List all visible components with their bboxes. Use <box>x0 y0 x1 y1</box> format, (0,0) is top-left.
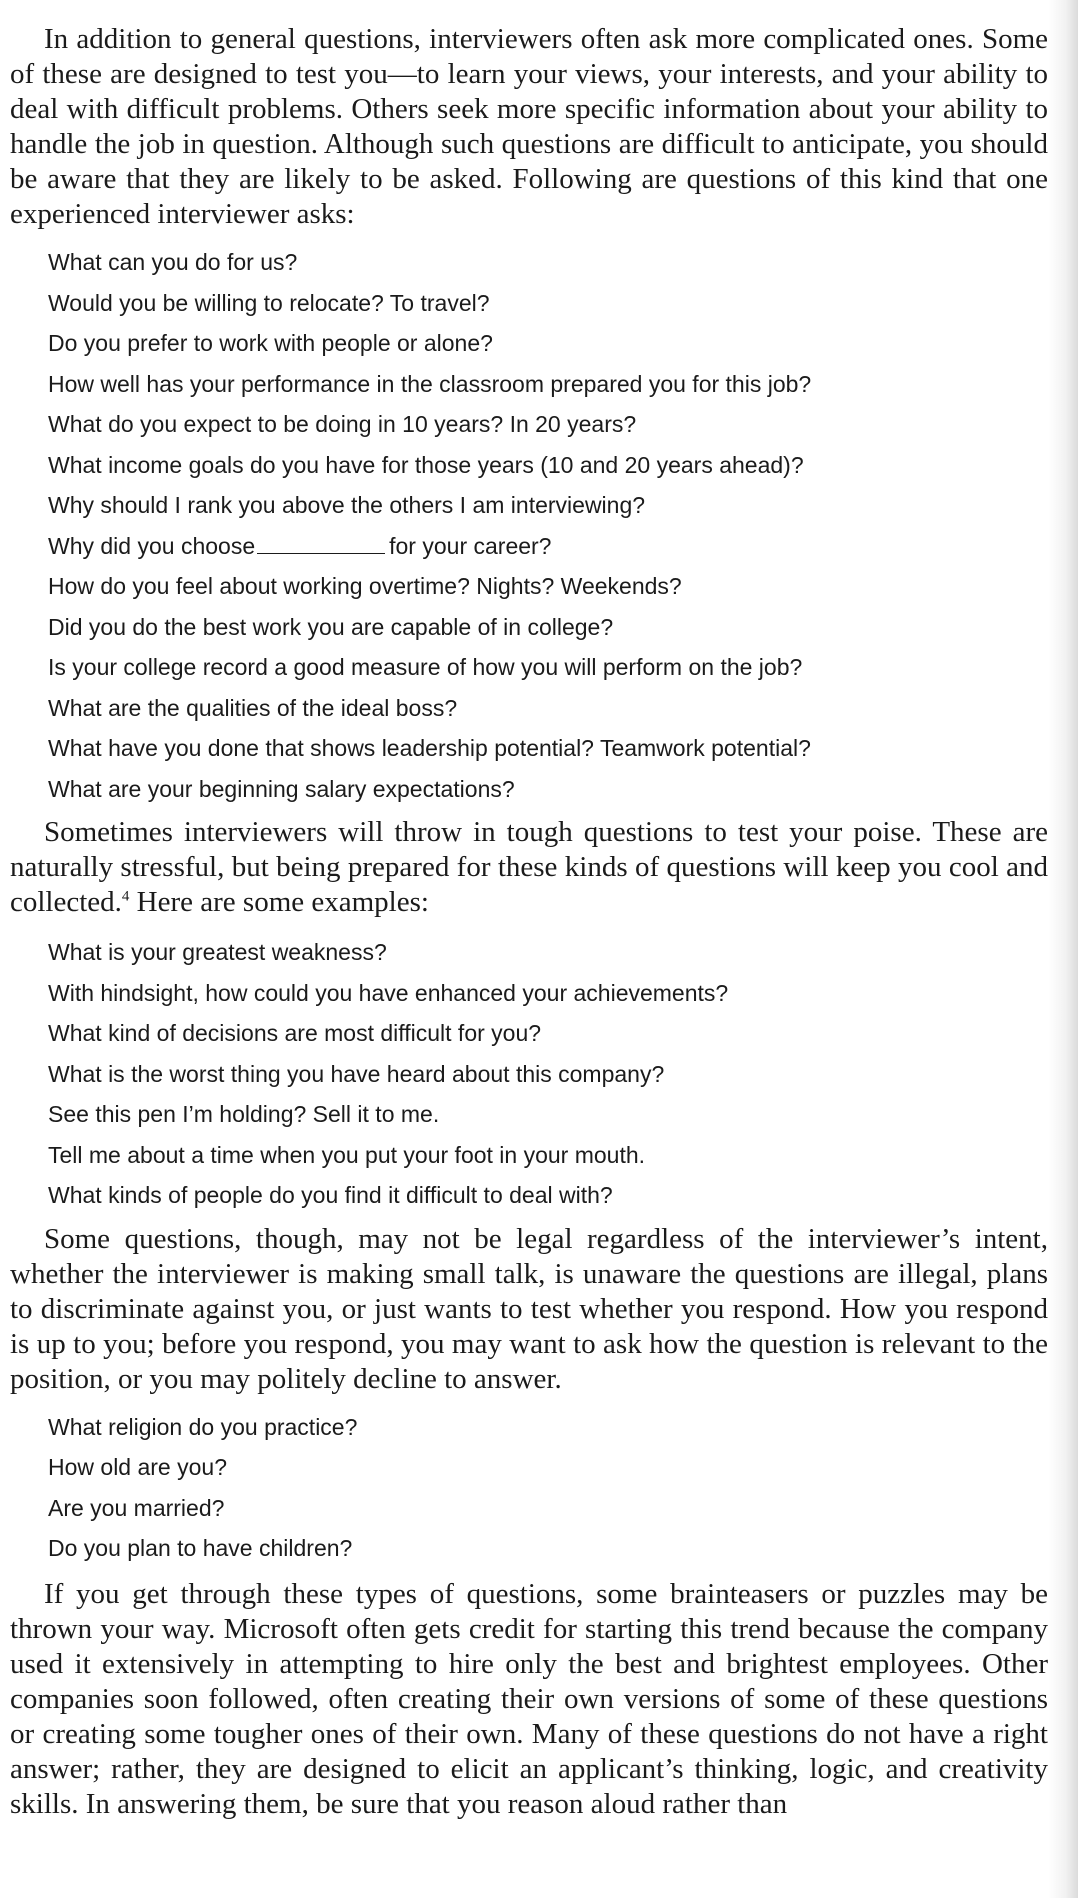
list-item: What is the worst thing you have heard about this company? <box>48 1060 665 1087</box>
list-item: See this pen I’m holding? Sell it to me. <box>48 1101 440 1127</box>
list-item: How do you feel about working overtime? Nights? Weekends? <box>48 573 682 599</box>
paragraph-complicated-questions: In addition to general questions, interviewers often ask more complicated ones. Some of these are designed to test you—to learn your views, your interests, and your ability to deal with difficult problems. Others seek more specific information about your ability to handle the job in question. Although such questions are difficult to anticipate, you should be aware that they are likely to be asked. Following are questions of this kind that one experienced interviewer asks: <box>10 23 1048 230</box>
illegal-questions-list <box>10 1407 1048 1569</box>
list-item: Do you prefer to work with people or alone? <box>48 330 493 356</box>
list-item: Is your college record a good measure of how you will perform on the job? <box>48 654 803 680</box>
list-item: What are your beginning salary expectations? <box>48 775 515 802</box>
experienced-interviewer-questions-list <box>10 242 1048 809</box>
list-item: Would you be willing to relocate? To travel? <box>48 289 490 316</box>
list-item: What kinds of people do you find it difficult to deal with? <box>48 1182 613 1208</box>
list-item: With hindsight, how could you have enhanced your achievements? <box>48 979 729 1006</box>
list-item: Why should I rank you above the others I am interviewing? <box>48 492 646 518</box>
paragraph-text: Sometimes interviewers will throw in tough questions to test your poise. These are naturally stressful, but being prepared for these kinds of questions will keep you cool and collected. <box>10 816 1048 918</box>
footnote-marker: 4 <box>121 888 130 905</box>
list-item: What religion do you practice? <box>48 1413 358 1440</box>
list-item: Did you do the best work you are capable of in college? <box>48 613 614 640</box>
list-item-fill-in-blank <box>48 526 1048 567</box>
list-item: Do you plan to have children? <box>48 1535 353 1561</box>
paragraph-illegal-questions: Some questions, though, may not be legal regardless of the interviewer’s intent, whether the interviewer is making small talk, is unaware the questions are illegal, plans to discriminate against you, or just wants to test whether you respond. How you respond is up to you; before you respond, you may want to ask how the question is relevant to the position, or you may politely decline to answer. <box>10 1222 1048 1395</box>
list-item: What is your greatest weakness? <box>48 939 387 965</box>
list-item-text-after-blank: for your career? <box>389 532 552 559</box>
document-page <box>10 22 1048 1822</box>
paragraph-text: Here are some examples: <box>129 886 429 918</box>
list-item: Are you married? <box>48 1494 225 1521</box>
list-item: What income goals do you have for those years (10 and 20 years ahead)? <box>48 451 804 478</box>
list-item: What can you do for us? <box>48 249 298 275</box>
list-item: What have you done that shows leadership potential? Teamwork potential? <box>48 735 811 761</box>
list-item: What do you expect to be doing in 10 years? In 20 years? <box>48 411 637 437</box>
list-item: What kind of decisions are most difficult for you? <box>48 1020 542 1046</box>
list-item-text-before-blank: Why did you choose <box>48 532 256 559</box>
fill-in-blank-line <box>257 541 385 554</box>
list-item: What are the qualities of the ideal boss? <box>48 694 458 721</box>
list-item: How well has your performance in the classroom prepared you for this job? <box>48 370 812 397</box>
list-item: Tell me about a time when you put your foot in your mouth. <box>48 1141 646 1168</box>
paragraph-tough-questions <box>10 815 1048 920</box>
tough-questions-list <box>10 932 1048 1216</box>
page-edge-shadow <box>1048 0 1078 1898</box>
paragraph-brainteasers: If you get through these types of questions, some brainteasers or puzzles may be thrown your way. Microsoft often gets credit for starting this trend because the company used it extensively in attempting to hire only the best and brightest employees. Other companies soon followed, often creating their own versions of some of these questions or creating some tougher ones of their own. Many of these questions do not have a right answer; rather, they are designed to elicit an applicant’s thinking, logic, and creativity skills. In answering them, be sure that you reason aloud rather than <box>10 1577 1048 1820</box>
list-item: How old are you? <box>48 1454 227 1480</box>
